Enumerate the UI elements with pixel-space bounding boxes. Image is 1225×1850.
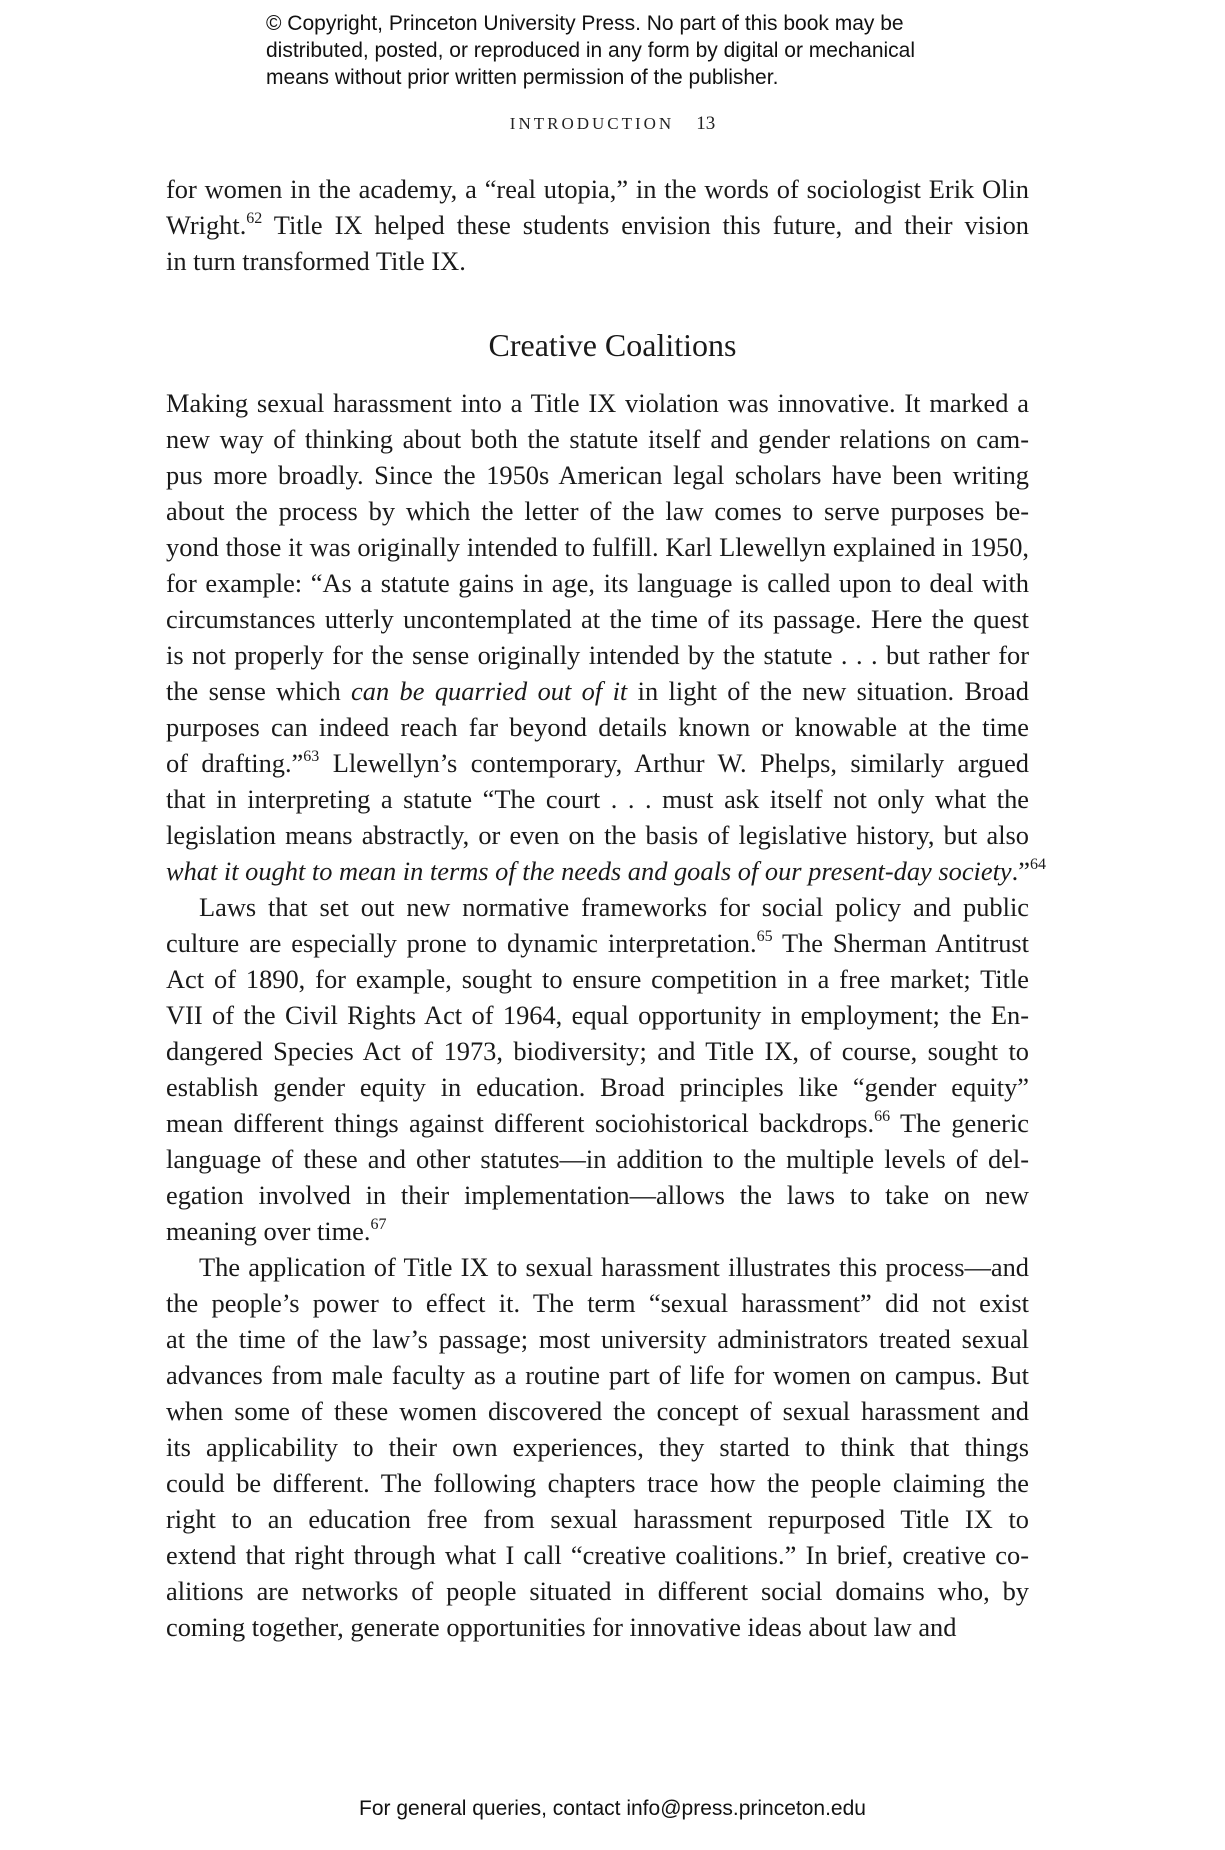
text-line: circumstances utterly uncontemplated at the time of its passage. Here the quest [166,604,1029,634]
text-line: legislation means abstractly, or even on the basis of legislative history, but also [166,820,1029,850]
text-line: the sense which can be quarried out of it in light of the new situation. Broad [166,676,1029,706]
text-line: what it ought to mean in terms of the needs and goals of our present-day society.”$^{64}$ [166,856,1046,886]
text-line: at the time of the law’s passage; most university administrators treated sexual [166,1324,1029,1354]
text-line: Wright.$^{62}$ Title IX helped these students envision this future, and their vision [166,210,1029,240]
text-line: its applicability to their own experiences, they started to think that things [166,1432,1029,1462]
running-head [0,113,1225,135]
text-line: purposes can indeed reach far beyond details known or knowable at the time [166,712,1029,742]
text-line: coming together, generate opportunities for innovative ideas about law and [166,1612,957,1642]
section-heading: Creative Coalitions [488,327,737,363]
copyright-notice [266,10,1026,91]
text-line: Laws that set out new normative frameworks for social policy and public [199,892,1029,922]
footnote-ref: 66 [874,1108,891,1125]
text-line: Act of 1890, for example, sought to ensure competition in a free market; Title [166,964,1029,994]
text-line: The application of Title IX to sexual harassment illustrates this process—and [199,1252,1029,1282]
text-line: yond those it was originally intended to fulfill. Karl Llewellyn explained in 1950, [166,532,1029,562]
text-line: new way of thinking about both the statute itself and gender relations on cam- [166,424,1029,454]
text-line: VII of the Civil Rights Act of 1964, equal opportunity in employment; the En- [166,1000,1029,1030]
copyright-line: distributed, posted, or reproduced in any form by digital or mechanical [266,39,916,62]
text-line: in turn transformed Title IX. [166,246,466,276]
paragraph-2 [166,889,1029,1249]
text-line: for women in the academy, a “real utopia,” in the words of sociologist Erik Olin [166,174,1029,204]
text-line: when some of these women discovered the concept of sexual harassment and [166,1396,1029,1426]
italic-text: can be quarried out of it [351,676,628,706]
footnote-ref: 65 [756,928,773,945]
paragraph-3 [166,1249,1029,1645]
text-line: pus more broadly. Since the 1950s American legal scholars have been writing [166,460,1029,490]
text-line: egation involved in their implementation—allows the laws to take on new [166,1180,1029,1210]
italic-text: what it ought to mean in terms of the needs and goals of our present-day society [166,856,1012,886]
text-line: about the process by which the letter of the law comes to serve purposes be- [166,496,1029,526]
paragraph-top [166,171,1029,279]
text-line: that in interpreting a statute “The court . . . must ask itself not only what the [166,784,1029,814]
footnote-ref: 63 [303,748,320,765]
text-line: could be different. The following chapters trace how the people claiming the [166,1468,1029,1498]
text-line: establish gender equity in education. Broad principles like “gender equity” [166,1072,1029,1102]
footnote-ref: 62 [246,210,263,227]
paragraph-1 [166,385,1046,889]
text-line: mean different things against different sociohistorical backdrops.$^{66}$ The generic [166,1108,1029,1138]
footnote-ref: 67 [370,1216,387,1233]
text-line: is not properly for the sense originally intended by the statute . . . but rather for [166,640,1029,670]
text-line: for example: “As a statute gains in age, its language is called upon to deal with [166,568,1029,598]
text-line: of drafting.”$^{63}$ Llewellyn’s contemporary, Arthur W. Phelps, similarly argued [166,748,1029,778]
text-line: culture are especially prone to dynamic interpretation.$^{65}$ The Sherman Antitrust [166,928,1029,958]
text-line: Making sexual harassment into a Title IX violation was innovative. It marked a [166,388,1029,418]
copyright-line: means without prior written permission of the publisher. [266,66,779,89]
text-line: advances from male faculty as a routine part of life for women on campus. But [166,1360,1029,1390]
text-line: extend that right through what I call “creative coalitions.” In brief, creative co- [166,1540,1029,1570]
chapter-title: INTRODUCTION [509,114,675,133]
text-line: meaning over time.$^{67}$ [166,1216,387,1246]
copyright-line: © Copyright, Princeton University Press. No part of this book may be [266,12,904,35]
text-line: right to an education free from sexual harassment repurposed Title IX to [166,1504,1029,1534]
text-line: alitions are networks of people situated in different social domains who, by [166,1576,1029,1606]
page-number: 13 [696,113,716,134]
text-line: the people’s power to effect it. The term “sexual harassment” did not exist [166,1288,1029,1318]
text-line: language of these and other statutes—in addition to the multiple levels of del- [166,1144,1029,1174]
footnote-ref: 64 [1029,856,1046,873]
text-line: dangered Species Act of 1973, biodiversity; and Title IX, of course, sought to [166,1036,1029,1066]
footer-contact: For general queries, contact info@press.princeton.edu [359,1797,866,1820]
